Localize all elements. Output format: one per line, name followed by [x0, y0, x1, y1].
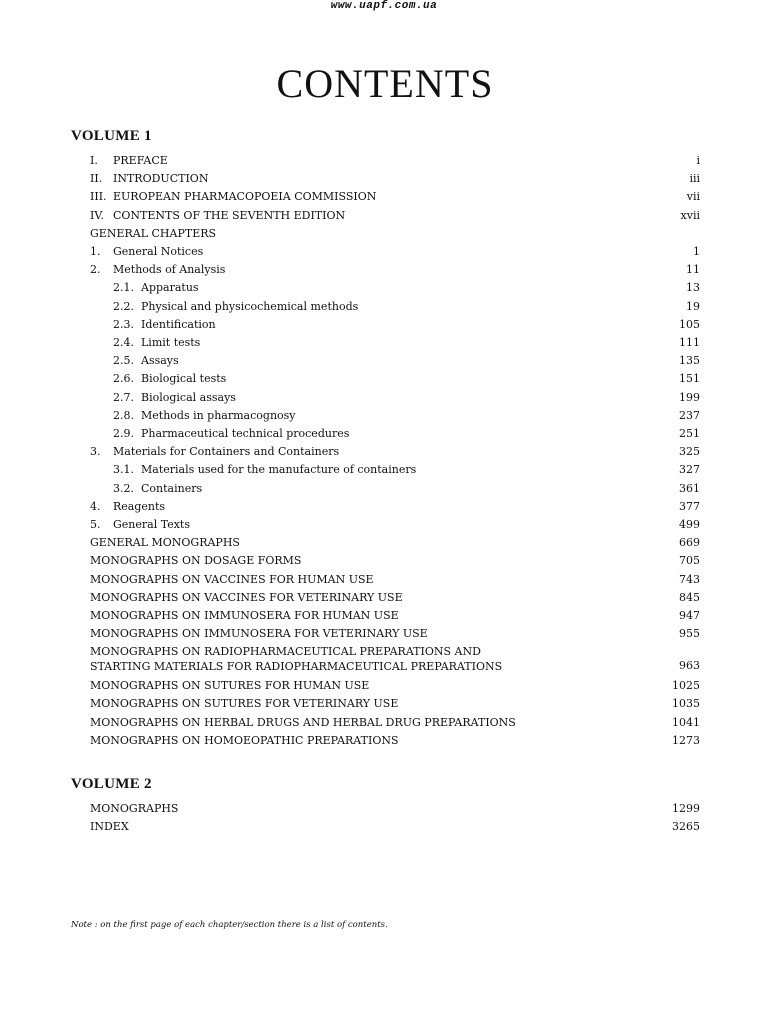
toc-entry	[0, 226, 768, 242]
entry-label: Apparatus	[141, 281, 199, 294]
entry-page: 1025	[672, 679, 700, 692]
entry-number: 2.7.	[113, 391, 134, 404]
entry-label: Biological tests	[141, 372, 227, 385]
entry-number: 3.1.	[113, 463, 134, 476]
entry-page: 135	[679, 354, 700, 367]
page-title: CONTENTS	[276, 61, 494, 106]
toc-entry	[0, 678, 768, 694]
entry-page: 199	[679, 391, 700, 404]
entry-label: Biological assays	[141, 391, 236, 404]
section-label: GENERAL CHAPTERS	[90, 227, 217, 240]
entry-label: MONOGRAPHS ON IMMUNOSERA FOR VETERINARY USE	[90, 627, 428, 640]
toc-entry	[0, 189, 768, 205]
entry-page: 377	[679, 500, 700, 513]
entry-label: GENERAL MONOGRAPHS	[90, 536, 240, 549]
entry-label: MONOGRAPHS ON SUTURES FOR VETERINARY USE	[90, 697, 399, 710]
entry-label: Methods of Analysis	[113, 263, 226, 276]
entry-number: 2.6.	[113, 372, 134, 385]
entry-label: MONOGRAPHS	[90, 802, 179, 815]
entry-page: 1	[693, 245, 700, 258]
entry-number: 2.5.	[113, 354, 134, 367]
toc-entry	[0, 299, 768, 315]
toc-entry	[0, 733, 768, 749]
toc-entry	[0, 171, 768, 187]
toc-entry	[0, 715, 768, 731]
entry-page: 19	[686, 300, 700, 313]
entry-page: 237	[679, 409, 700, 422]
entry-number: 3.2.	[113, 482, 134, 495]
entry-page: 3265	[672, 820, 700, 833]
entry-label: Physical and physicochemical methods	[141, 300, 359, 313]
footnote: Note : on the first page of each chapter/section there is a list of contents.	[71, 920, 388, 930]
entry-label: MONOGRAPHS ON SUTURES FOR HUMAN USE	[90, 679, 370, 692]
entry-page: 361	[679, 482, 700, 495]
toc-entry	[0, 626, 768, 642]
entry-label: EUROPEAN PHARMACOPOEIA COMMISSION	[113, 190, 377, 203]
toc-entry	[0, 644, 768, 676]
entry-page: 327	[679, 463, 700, 476]
toc-entry	[0, 280, 768, 296]
entry-page: 1299	[672, 802, 700, 815]
entry-label: MONOGRAPHS ON HOMOEOPATHIC PREPARATIONS	[90, 734, 399, 747]
toc-entry	[0, 819, 768, 835]
toc-entry	[0, 262, 768, 278]
entry-label: CONTENTS OF THE SEVENTH EDITION	[113, 209, 346, 222]
entry-page: 705	[679, 554, 700, 567]
entry-number: 1.	[90, 245, 101, 258]
entry-page: i	[696, 154, 700, 167]
entry-label: MONOGRAPHS ON IMMUNOSERA FOR HUMAN USE	[90, 609, 399, 622]
entry-page: 963	[679, 659, 700, 672]
header-url: www.uapf.com.ua	[330, 0, 438, 12]
toc-entry	[0, 499, 768, 515]
toc-entry	[0, 696, 768, 712]
entry-page: iii	[689, 172, 700, 185]
entry-label: General Texts	[113, 518, 190, 531]
entry-number: II.	[90, 172, 103, 185]
toc-entry	[0, 444, 768, 460]
entry-number: 5.	[90, 518, 101, 531]
entry-page: 743	[679, 573, 700, 586]
entry-page: 947	[679, 609, 700, 622]
toc-entry	[0, 244, 768, 260]
entry-label: MONOGRAPHS ON HERBAL DRUGS AND HERBAL DRUG PREPARATIONS	[90, 716, 516, 729]
entry-page: xvii	[680, 209, 700, 222]
toc-entry	[0, 335, 768, 351]
toc-entry	[0, 801, 768, 817]
entry-page: vii	[686, 190, 700, 203]
entry-page: 111	[679, 336, 700, 349]
entry-label: MONOGRAPHS ON DOSAGE FORMS	[90, 554, 302, 567]
entry-page: 251	[679, 427, 700, 440]
entry-label: Materials for Containers and Containers	[113, 445, 340, 458]
toc-entry	[0, 590, 768, 606]
entry-number: 2.3.	[113, 318, 134, 331]
entry-page: 1041	[672, 716, 700, 729]
toc-entry	[0, 553, 768, 569]
entry-label: Identification	[141, 318, 216, 331]
toc-entry	[0, 408, 768, 424]
entry-number: 2.9.	[113, 427, 134, 440]
entry-page: 151	[679, 372, 700, 385]
entry-label: INDEX	[90, 820, 129, 833]
volume-2-heading: VOLUME 2	[71, 776, 152, 792]
entry-page: 1035	[672, 697, 700, 710]
entry-page: 499	[679, 518, 700, 531]
toc-entry	[0, 462, 768, 478]
entry-label: Containers	[141, 482, 203, 495]
entry-label: Limit tests	[141, 336, 201, 349]
entry-number: 4.	[90, 500, 101, 513]
toc-entry	[0, 371, 768, 387]
entry-number: I.	[90, 154, 98, 167]
entry-label: MONOGRAPHS ON VACCINES FOR HUMAN USE	[90, 573, 374, 586]
toc-entry	[0, 535, 768, 551]
toc-entry	[0, 572, 768, 588]
toc-entry	[0, 608, 768, 624]
entry-number: IV.	[90, 209, 104, 222]
volume-1-heading: VOLUME 1	[71, 128, 152, 144]
entry-label: MONOGRAPHS ON VACCINES FOR VETERINARY USE	[90, 591, 403, 604]
toc-entry	[0, 517, 768, 533]
entry-page: 13	[686, 281, 700, 294]
entry-page: 845	[679, 591, 700, 604]
toc-entry	[0, 208, 768, 224]
entry-label: PREFACE	[113, 154, 168, 167]
toc-entry	[0, 426, 768, 442]
entry-label: General Notices	[113, 245, 204, 258]
entry-label: Materials used for the manufacture of containers	[141, 463, 417, 476]
entry-number: III.	[90, 190, 107, 203]
entry-number: 2.4.	[113, 336, 134, 349]
toc-entry	[0, 353, 768, 369]
entry-number: 3.	[90, 445, 101, 458]
entry-label: INTRODUCTION	[113, 172, 209, 185]
entry-label: Pharmaceutical technical procedures	[141, 427, 350, 440]
toc-entry	[0, 317, 768, 333]
entry-label: Methods in pharmacognosy	[141, 409, 296, 422]
entry-label-continued: STARTING MATERIALS FOR RADIOPHARMACEUTICAL PREPARATIONS	[90, 660, 503, 673]
entry-page: 669	[679, 536, 700, 549]
entry-number: 2.2.	[113, 300, 134, 313]
toc-entry	[0, 481, 768, 497]
entry-number: 2.	[90, 263, 101, 276]
entry-page: 1273	[672, 734, 700, 747]
entry-label: Reagents	[113, 500, 166, 513]
entry-page: 11	[686, 263, 700, 276]
entry-number: 2.1.	[113, 281, 134, 294]
entry-page: 325	[679, 445, 700, 458]
entry-page: 955	[679, 627, 700, 640]
toc-entry	[0, 390, 768, 406]
entry-number: 2.8.	[113, 409, 134, 422]
toc-entry	[0, 153, 768, 169]
entry-page: 105	[679, 318, 700, 331]
entry-label: Assays	[141, 354, 179, 367]
entry-label: MONOGRAPHS ON RADIOPHARMACEUTICAL PREPARATIONS AND	[90, 645, 481, 658]
